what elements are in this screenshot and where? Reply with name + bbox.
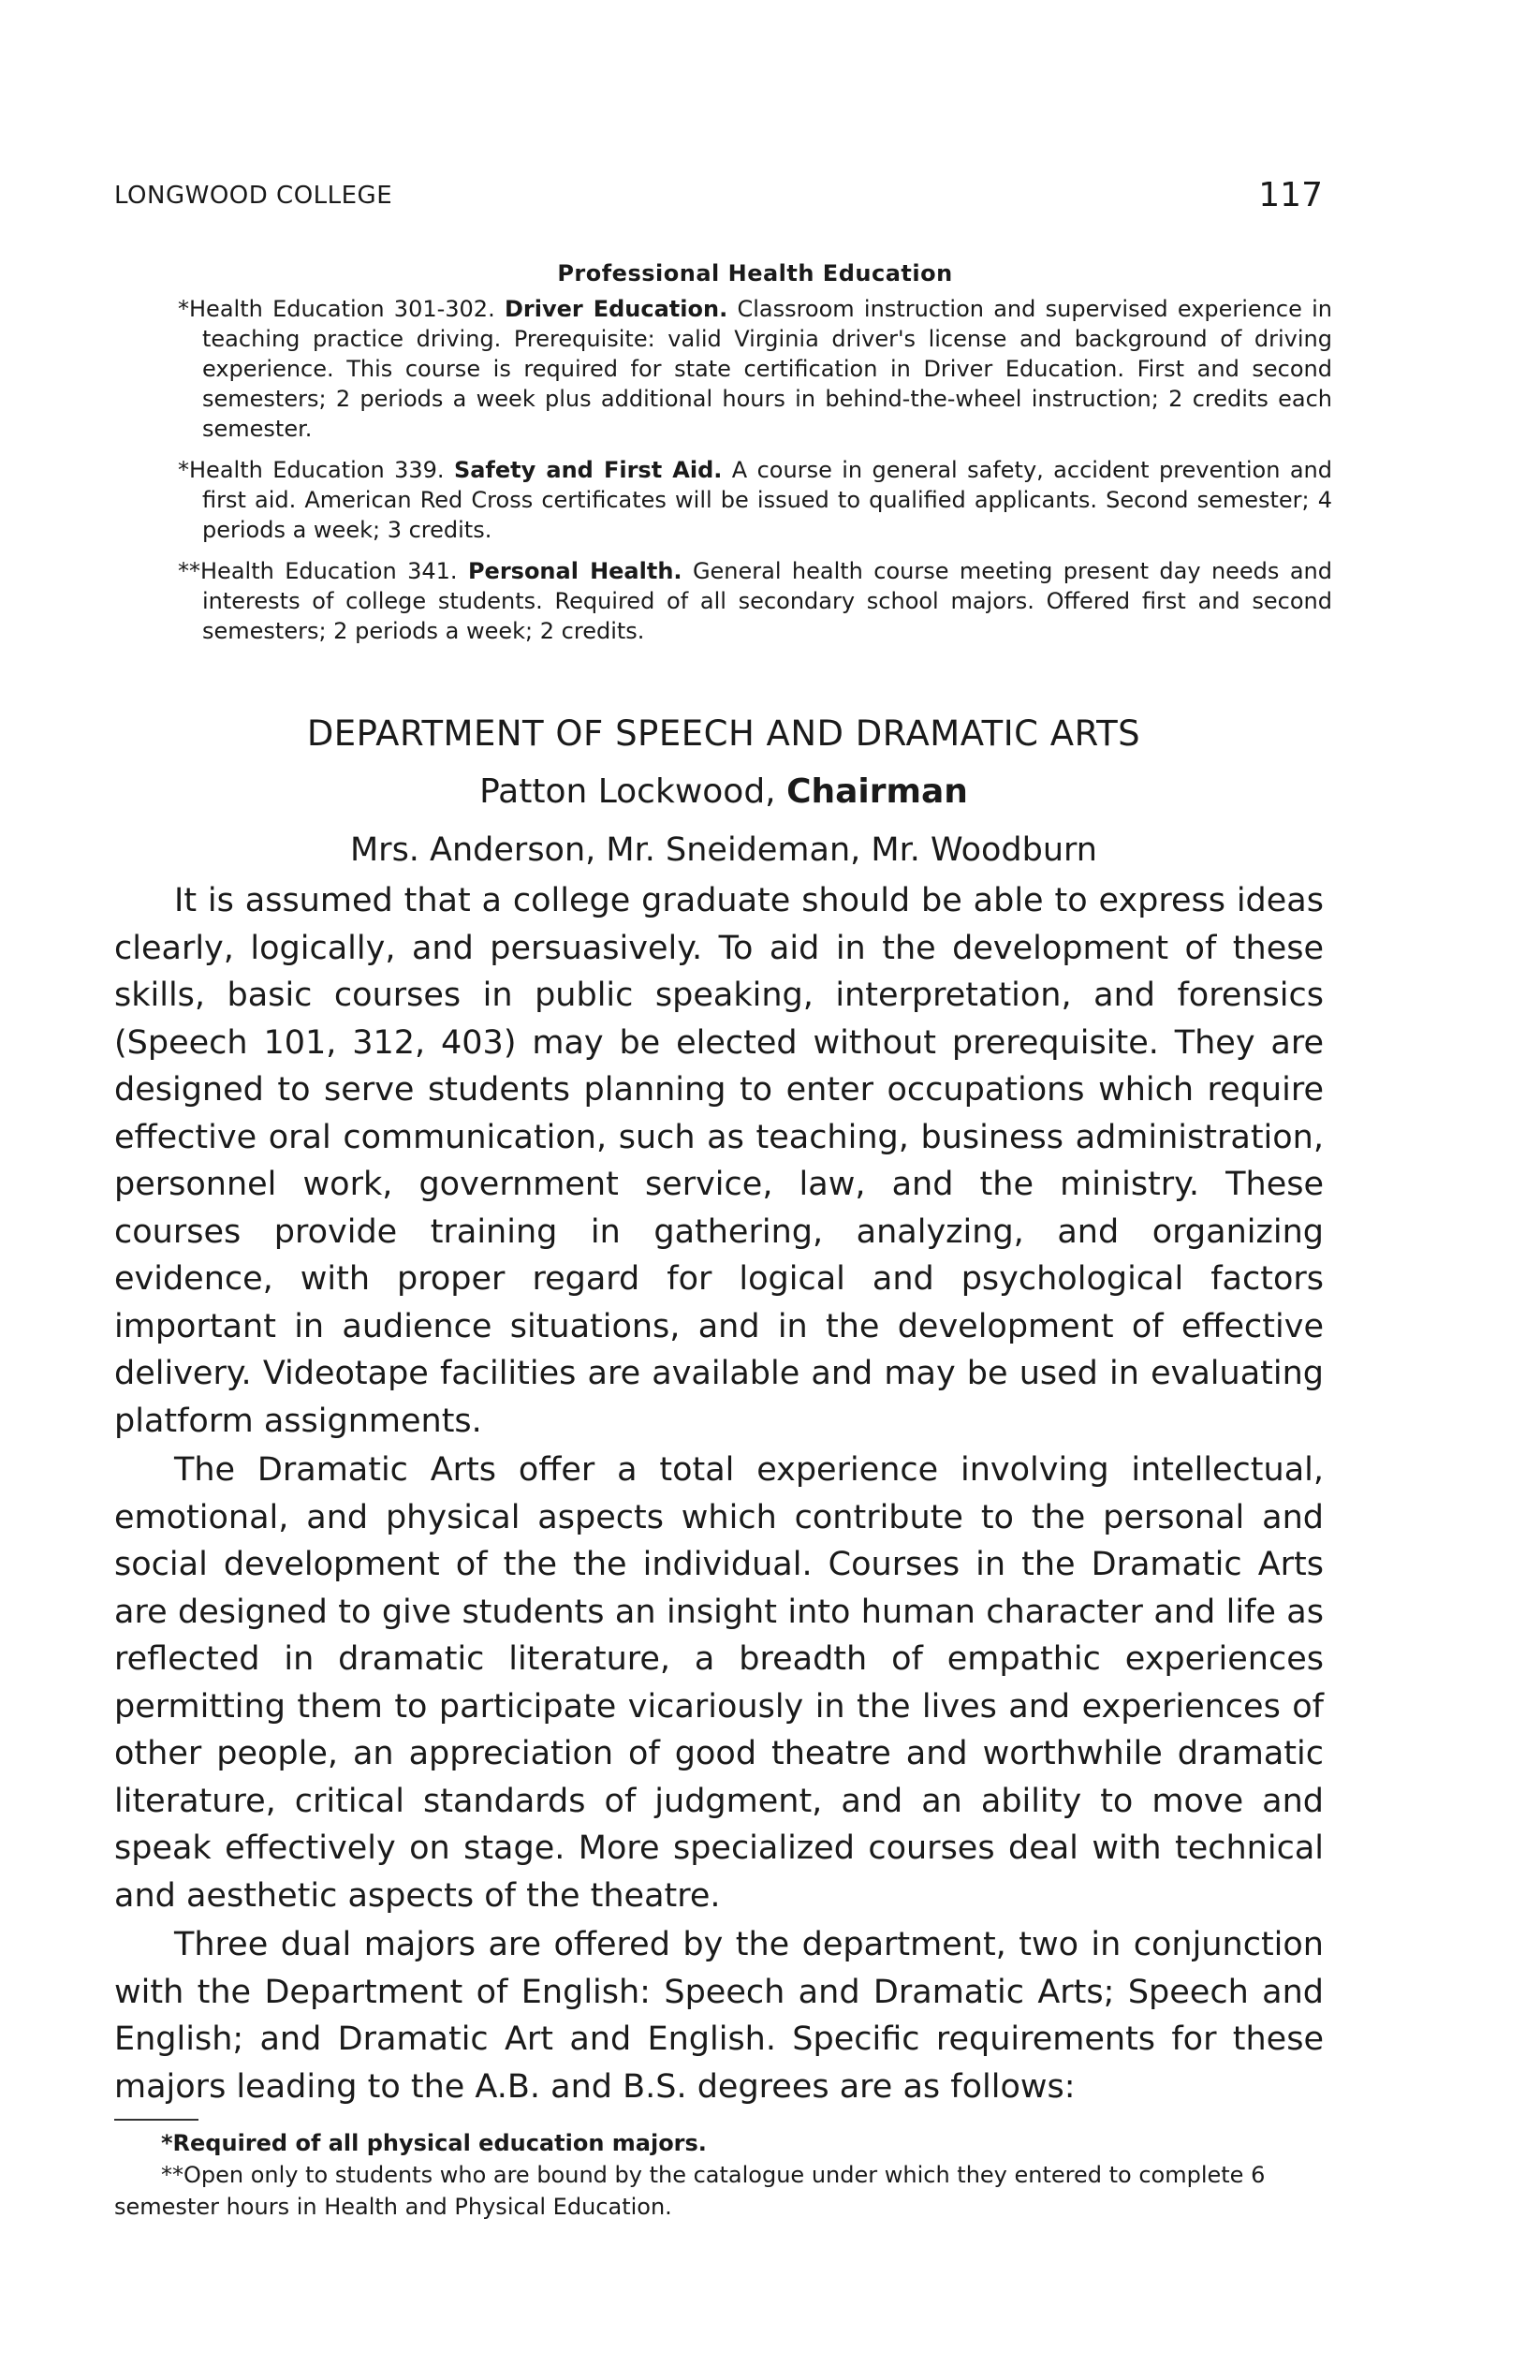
course-description: General health course meeting present day needs and interests of college students. Required of all secondary school majors. Offered first and second semesters; 2 periods a week; 2 credits. (202, 558, 1332, 644)
course-entry (178, 455, 1332, 545)
course-title: Safety and First Aid. (453, 457, 723, 483)
page-number: 117 (1258, 176, 1323, 214)
course-title: Personal Health. (467, 558, 682, 584)
running-head-title: LONGWOOD COLLEGE (114, 182, 393, 210)
department-chair (114, 772, 1333, 811)
chair-role: Chairman (786, 772, 968, 811)
health-education-section (178, 258, 1332, 657)
paragraph: The Dramatic Arts offer a total experience involving intellectual, emotional, and physical aspects which contribute to the personal and social development of the the individual. Courses in the Dramatic Arts are designed to give students an insight into human character and life as reflected in dramatic literature, a breadth of empathic experiences permitting them to participate vicariously in the lives and experiences of other people, an appreciation of good theatre and worthwhile dramatic literature, critical standards of judgment, and an ability to move and speak effectively on stage. More specialized courses deal with technical and aesthetic aspects of the theatre. (114, 1451, 1324, 1915)
chair-name: Patton Lockwood, (479, 772, 776, 811)
paragraph: Three dual majors are offered by the department, two in conjunction with the Department of English: Speech and Dramatic Arts; Speech and English; and Dramatic Art and English. Specific requirements for these majors leading to the A.B. and B.S. degrees are as follows: (114, 1926, 1324, 2106)
paragraph: It is assumed that a college graduate should be able to express ideas clearly, logically, and persuasively. To aid in the development of these skills, basic courses in public speaking, interpretation, and forensics (Speech 101, 312, 403) may be elected without prerequisite. They are designed to serve students planning to enter occupations which require effective oral communication, such as teaching, business administration, personnel work, government service, law, and the ministry. These courses provide training in gathering, analyzing, and organizing evidence, with proper regard for logical and psychological factors important in audience situations, and in the development of effective delivery. Videotape facilities are available and may be used in evaluating platform assignments. (114, 882, 1324, 1440)
footnote (114, 2127, 1333, 2159)
course-title: Driver Education. (504, 296, 728, 322)
course-number: **Health Education 341. (178, 558, 458, 584)
department-header (114, 713, 1333, 869)
course-entry (178, 556, 1332, 646)
footnote: **Open only to students who are bound by the catalogue under which they entered to complete 6 semester hours in Health and Physical Education. (114, 2162, 1266, 2220)
department-description (114, 877, 1324, 2112)
footnote-text: *Required of all physical education majors. (161, 2130, 707, 2156)
course-entry (178, 294, 1332, 444)
department-staff: Mrs. Anderson, Mr. Sneideman, Mr. Woodburn (349, 831, 1097, 869)
course-description: A course in general safety, accident prevention and first aid. American Red Cross certificates will be issued to qualified applicants. Second semester; 4 periods a week; 3 credits. (202, 457, 1332, 543)
footnotes (114, 2127, 1333, 2223)
department-title: DEPARTMENT OF SPEECH AND DRAMATIC ARTS (306, 713, 1141, 754)
running-head (114, 176, 1323, 217)
section-heading: Professional Health Education (557, 260, 953, 286)
course-number: *Health Education 339. (178, 457, 445, 483)
footnote-rule (114, 2119, 198, 2121)
course-description: Classroom instruction and supervised experience in teaching practice driving. Prerequisite: valid Virginia driver's license and background of driving experience. This course is required for state certification in Driver Education. First and second semesters; 2 periods a week plus additional hours in behind-the-wheel instruction; 2 credits each semester. (202, 296, 1332, 442)
course-number: *Health Education 301-302. (178, 296, 495, 322)
